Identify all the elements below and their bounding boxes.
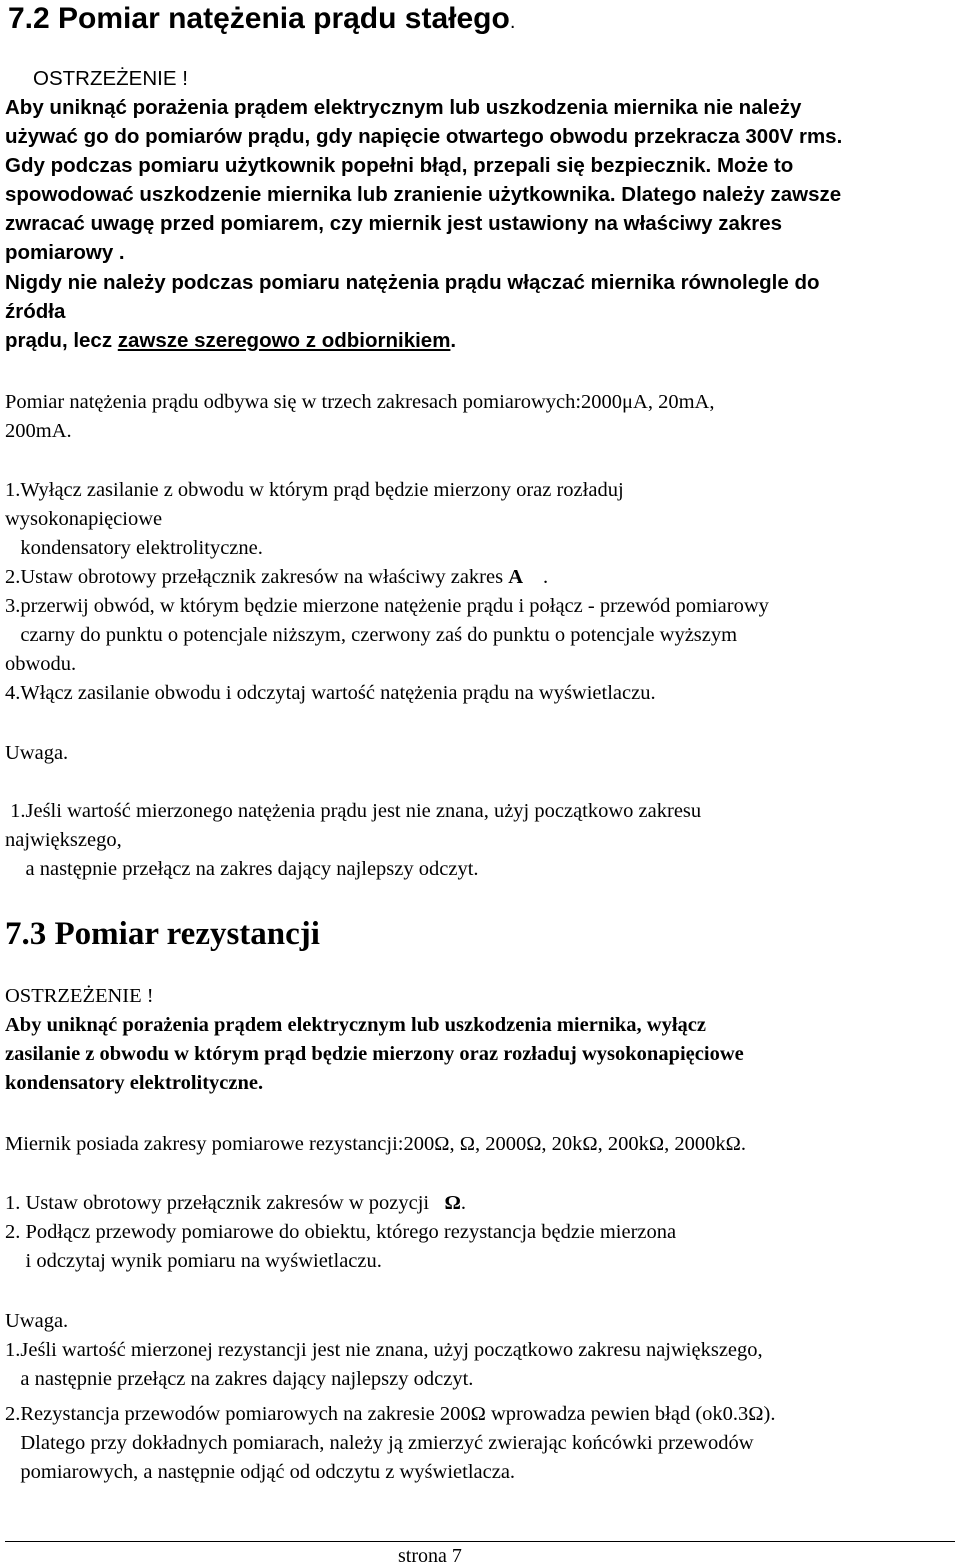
section-72-title-text: 7.2 Pomiar natężenia prądu stałego — [8, 2, 510, 35]
current-ranges-line: Pomiar natężenia prądu odbywa się w trzech zakresach pomiarowych:2000μA, 20mA, — [5, 391, 715, 413]
section-72-warning-last-line — [5, 331, 456, 352]
step-line: kondensatory elektrolityczne. — [5, 537, 263, 559]
step-line: 2. Podłącz przewody pomiarowe do obiektu, którego rezystancja będzie mierzona — [5, 1221, 677, 1243]
section-72-warning-heading: OSTRZEŻENIE ! — [33, 67, 188, 90]
section-72-warning-line: spowodować uszkodzenie miernika lub zranienie użytkownika. Dlatego należy zawsze — [5, 183, 842, 206]
step-1-line — [5, 1193, 466, 1214]
footer-divider — [5, 1541, 955, 1542]
section-72-warning-line: pomiarowy . — [5, 241, 125, 264]
page-number: strona 7 — [398, 1545, 462, 1567]
section-72-warning-line: Aby uniknąć porażenia prądem elektrycznym lub uszkodzenia miernika nie należy — [5, 96, 802, 119]
section-73-warning-line: kondensatory elektrolityczne. — [5, 1072, 264, 1094]
section-72-note-heading: Uwaga. — [5, 742, 69, 764]
step-line: obwodu. — [5, 653, 77, 675]
step-line: wysokonapięciowe — [5, 508, 163, 530]
note-line: a następnie przełącz na zakres dający najlepszy odczyt. — [5, 858, 479, 880]
step-line: i odczytaj wynik pomiaru na wyświetlaczu. — [5, 1250, 382, 1272]
warning-last-suffix: . — [450, 329, 457, 352]
section-73-warning-heading: OSTRZEŻENIE ! — [5, 985, 154, 1007]
section-72-warning-line: Nigdy nie należy podczas pomiaru natężenia prądu włączać miernika równolegle do — [5, 271, 820, 294]
step-2-end: . — [543, 566, 549, 588]
step-1-end: . — [460, 1192, 467, 1214]
section-72-warning-line: źródła — [5, 300, 66, 323]
section-72-warning-line: używać go do pomiarów prądu, gdy napięcie otwartego obwodu przekracza 300V rms. — [5, 125, 843, 148]
note-line: Dlatego przy dokładnych pomiarach, należy ją zmierzyć zwierając końcówki przewodów — [5, 1432, 754, 1454]
note-line: 2.Rezystancja przewodów pomiarowych na zakresie 200Ω wprowadza pewien błąd (ok0.3Ω). — [5, 1403, 776, 1425]
current-ranges-line: 200mA. — [5, 420, 72, 442]
note-line: a następnie przełącz na zakres dający najlepszy odczyt. — [5, 1368, 474, 1390]
section-72-title — [8, 4, 515, 34]
step-2-line — [5, 567, 548, 588]
amp-symbol: A — [508, 566, 524, 588]
section-73-note-heading: Uwaga. — [5, 1310, 69, 1332]
section-72-title-dot: . — [509, 11, 516, 33]
note-line: 1.Jeśli wartość mierzonego natężenia prądu jest nie znana, użyj początkowo zakresu — [5, 800, 702, 822]
warning-last-underlined: zawsze szeregowo z odbiornikiem — [117, 329, 451, 352]
note-line: 1.Jeśli wartość mierzonej rezystancji jest nie znana, użyj początkowo zakresu największego, — [5, 1339, 763, 1361]
step-2-text: 2.Ustaw obrotowy przełącznik zakresów na właściwy zakres — [5, 566, 509, 588]
section-72-warning-line: zwracać uwagę przed pomiarem, czy miernik jest ustawiony na właściwy zakres — [5, 212, 783, 235]
note-line: największego, — [5, 829, 122, 851]
ohm-symbol: Ω — [444, 1192, 461, 1214]
section-73-warning-line: Aby uniknąć porażenia prądem elektrycznym lub uszkodzenia miernika, wyłącz — [5, 1014, 706, 1036]
warning-last-prefix: prądu, lecz — [5, 329, 118, 352]
step-line: 1.Wyłącz zasilanie z obwodu w którym prąd będzie mierzony oraz rozładuj — [5, 479, 624, 501]
resistance-ranges-line: Miernik posiada zakresy pomiarowe rezystancji:200Ω, Ω, 2000Ω, 20kΩ, 200kΩ, 2000kΩ. — [5, 1133, 747, 1155]
section-73-warning-line: zasilanie z obwodu w którym prąd będzie mierzony oraz rozładuj wysokonapięciowe — [5, 1043, 744, 1065]
section-73-title: 7.3 Pomiar rezystancji — [5, 916, 320, 952]
step-line: 4.Włącz zasilanie obwodu i odczytaj wartość natężenia prądu na wyświetlaczu. — [5, 682, 656, 704]
step-line: 3.przerwij obwód, w którym będzie mierzone natężenie prądu i połącz - przewód pomiarowy — [5, 595, 769, 617]
step-1-text: 1. Ustaw obrotowy przełącznik zakresów w pozycji — [5, 1192, 445, 1214]
section-72-warning-line: Gdy podczas pomiaru użytkownik popełni błąd, przepali się bezpiecznik. Może to — [5, 154, 794, 177]
note-line: pomiarowych, a następnie odjąć od odczytu z wyświetlacza. — [5, 1461, 516, 1483]
step-line: czarny do punktu o potencjale niższym, czerwony zaś do punktu o potencjale wyższym — [5, 624, 738, 646]
